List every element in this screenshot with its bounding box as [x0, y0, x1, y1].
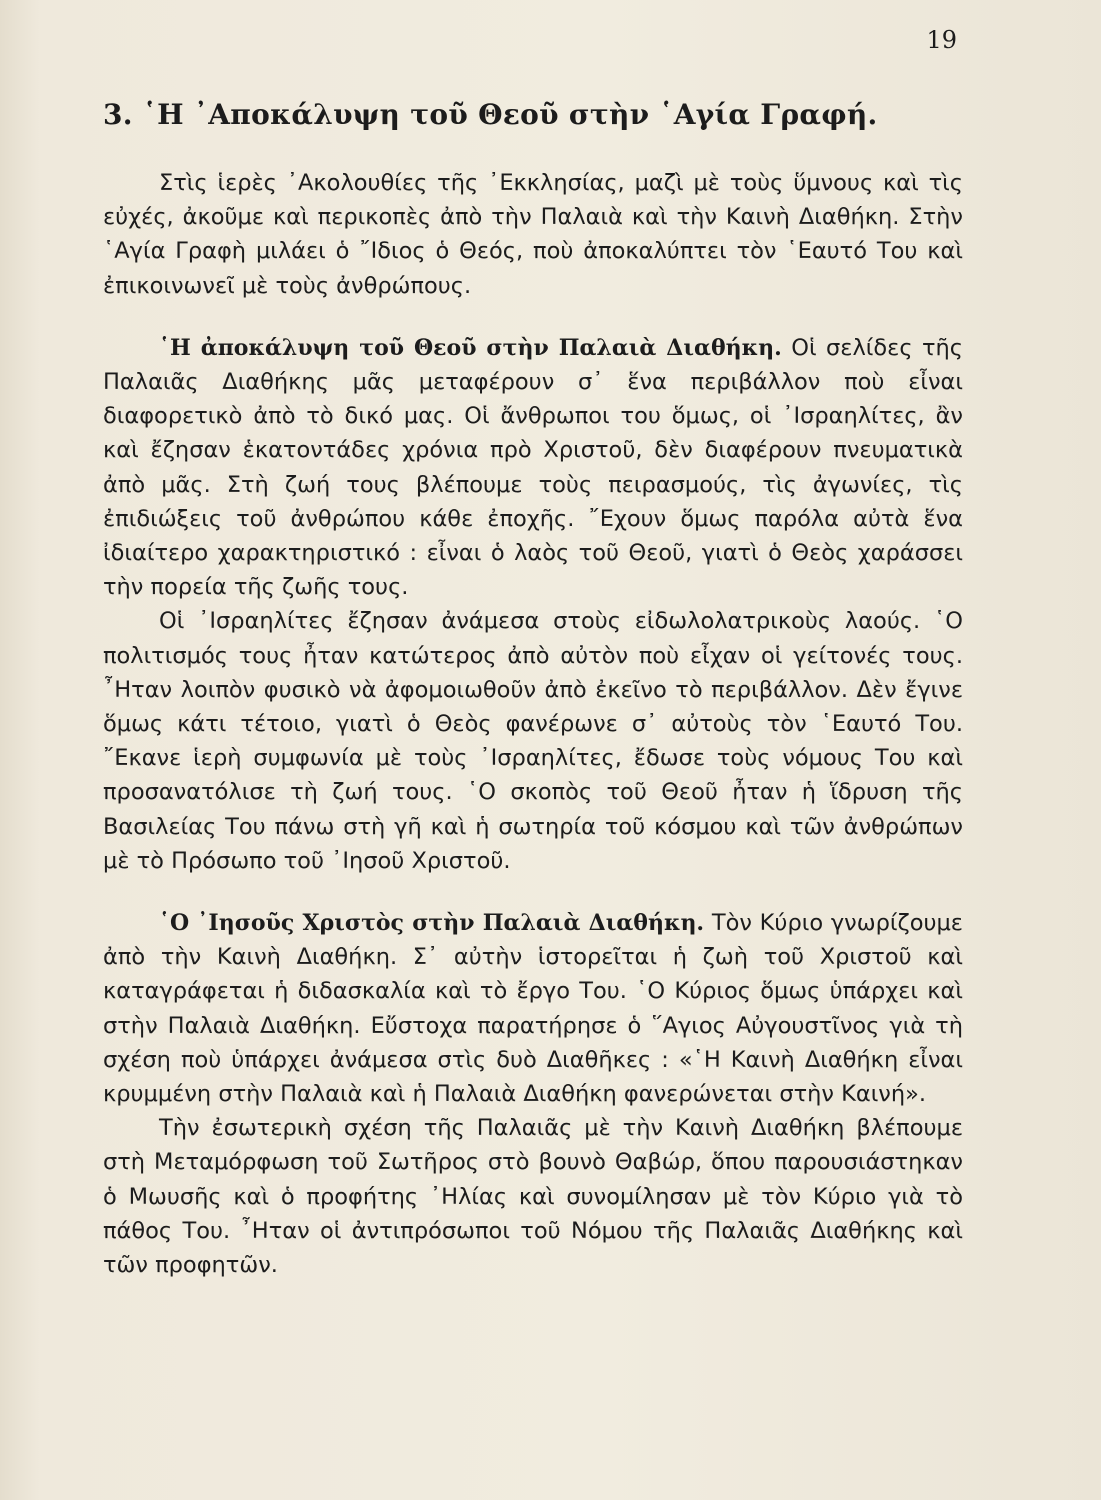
- section-text: Τὸν Κύριο γνωρίζουμε ἀπὸ τὴν Καινὴ Διαθήκη. Σ᾿ αὐτὴν ἱστορεῖται ἡ ζωὴ τοῦ Χριστοῦ καὶ καταγράφεται ἡ διδασκαλία καὶ τὸ ἔργο Του. ῾Ο Κύριος ὅμως ὑπάρχει καὶ στὴν Παλαιὰ Διαθήκη. Εὔστοχα παρατήρησε ὁ ῞Αγιος Αὐγουστῖνος γιὰ τὴ σχέση ποὺ ὑπάρχει ἀνάμεσα στὶς δυὸ Διαθῆκες : «῾Η Καινὴ Διαθήκη εἶναι κρυμμένη στὴν Παλαιὰ καὶ ἡ Παλαιὰ Διαθήκη φανερώνεται στὴν Καινή».: [103, 910, 963, 1108]
- section-christ-old-testament: [103, 906, 963, 1282]
- chapter-title: 3. ῾Η ᾿Αποκάλυψη τοῦ Θεοῦ στὴν ῾Αγία Γραφή.: [103, 98, 878, 131]
- section-text: Οἱ σελίδες τῆς Παλαιᾶς Διαθήκης μᾶς μεταφέρουν σ᾿ ἕνα περιβάλλον ποὺ εἶναι διαφορετικὸ ἀπὸ τὸ δικό μας. Οἱ ἄνθρωποι του ὅμως, οἱ ᾿Ισραηλίτες, ἂν καὶ ἔζησαν ἑκατοντάδες χρόνια πρὸ Χριστοῦ, δὲν διαφέρουν πνευματικὰ ἀπὸ μᾶς. Στὴ ζωή τους βλέπουμε τοὺς πειρασμούς, τὶς ἀγωνίες, τὶς ἐπιδιώξεις τοῦ ἀνθρώπου κάθε ἐποχῆς. ῎Εχουν ὅμως παρόλα αὐτὰ ἕνα ἰδιαίτερο χαρακτηριστικό : εἶναι ὁ λαὸς τοῦ Θεοῦ, γιατὶ ὁ Θεὸς χαράσσει τὴν πορεία τῆς ζωῆς τους.: [103, 334, 964, 601]
- page-number: 19: [926, 26, 957, 54]
- intro-paragraph: Στὶς ἱερὲς ᾿Ακολουθίες τῆς ᾿Εκκλησίας, μαζὶ μὲ τοὺς ὕμνους καὶ τὶς εὐχές, ἀκοῦμε καὶ περικοπὲς ἀπὸ τὴν Παλαιὰ καὶ τὴν Καινὴ Διαθήκη. Στὴν ῾Αγία Γραφὴ μιλάει ὁ ῎Ιδιος ὁ Θεός, ποὺ ἀποκαλύπτει τὸν ῾Εαυτό Του καὶ ἐπικοινωνεῖ μὲ τοὺς ἀνθρώπους.: [103, 170, 963, 299]
- section-paragraph-2: Τὴν ἐσωτερικὴ σχέση τῆς Παλαιᾶς μὲ τὴν Καινὴ Διαθήκη βλέπουμε στὴ Μεταμόρφωση τοῦ Σωτῆρος στὸ βουνὸ Θαβώρ, ὅπου παρουσιάστηκαν ὁ Μωυσῆς καὶ ὁ προφήτης ᾿Ηλίας καὶ συνομίλησαν μὲ τὸν Κύριο γιὰ τὸ πάθος Του. ῏Ηταν οἱ ἀντιπρόσωποι τοῦ Νόμου τῆς Παλαιᾶς Διαθήκης καὶ τῶν προφητῶν.: [103, 1115, 963, 1279]
- section-paragraph-2: Οἱ ᾿Ισραηλίτες ἔζησαν ἀνάμεσα στοὺς εἰδωλολατρικοὺς λαούς. ῾Ο πολιτισμός τους ἦταν κατώτερος ἀπὸ αὐτὸν ποὺ εἶχαν οἱ γείτονές τους. ῏Ηταν λοιπὸν φυσικὸ νὰ ἀφομοιωθοῦν ἀπὸ ἐκεῖνο τὸ περιβάλλον. Δὲν ἔγινε ὅμως κάτι τέτοιο, γιατὶ ὁ Θεὸς φανέρωνε σ᾿ αὐτοὺς τὸν ῾Εαυτό Του. ῎Εκανε ἱερὴ συμφωνία μὲ τοὺς ᾿Ισραηλίτες, ἔδωσε τοὺς νόμους Του καὶ προσανατόλισε τὴ ζωή τους. ῾Ο σκοπὸς τοῦ Θεοῦ ἦταν ἡ ἵδρυση τῆς Βασιλείας Του πάνω στὴ γῆ καὶ ἡ σωτηρία τοῦ κόσμου καὶ τῶν ἀνθρώπων μὲ τὸ Πρόσωπο τοῦ ᾿Ιησοῦ Χριστοῦ.: [103, 608, 963, 874]
- page-content: [103, 86, 963, 1282]
- section-paragraph: [103, 906, 963, 1111]
- section-heading: ῾Η ἀποκάλυψη τοῦ Θεοῦ στὴν Παλαιὰ Διαθήκη.: [159, 334, 782, 361]
- section-revelation-old-testament: [103, 331, 963, 878]
- section-paragraph: [103, 331, 963, 605]
- section-heading: ῾Ο ᾿Ιησοῦς Χριστὸς στὴν Παλαιὰ Διαθήκη.: [159, 910, 705, 937]
